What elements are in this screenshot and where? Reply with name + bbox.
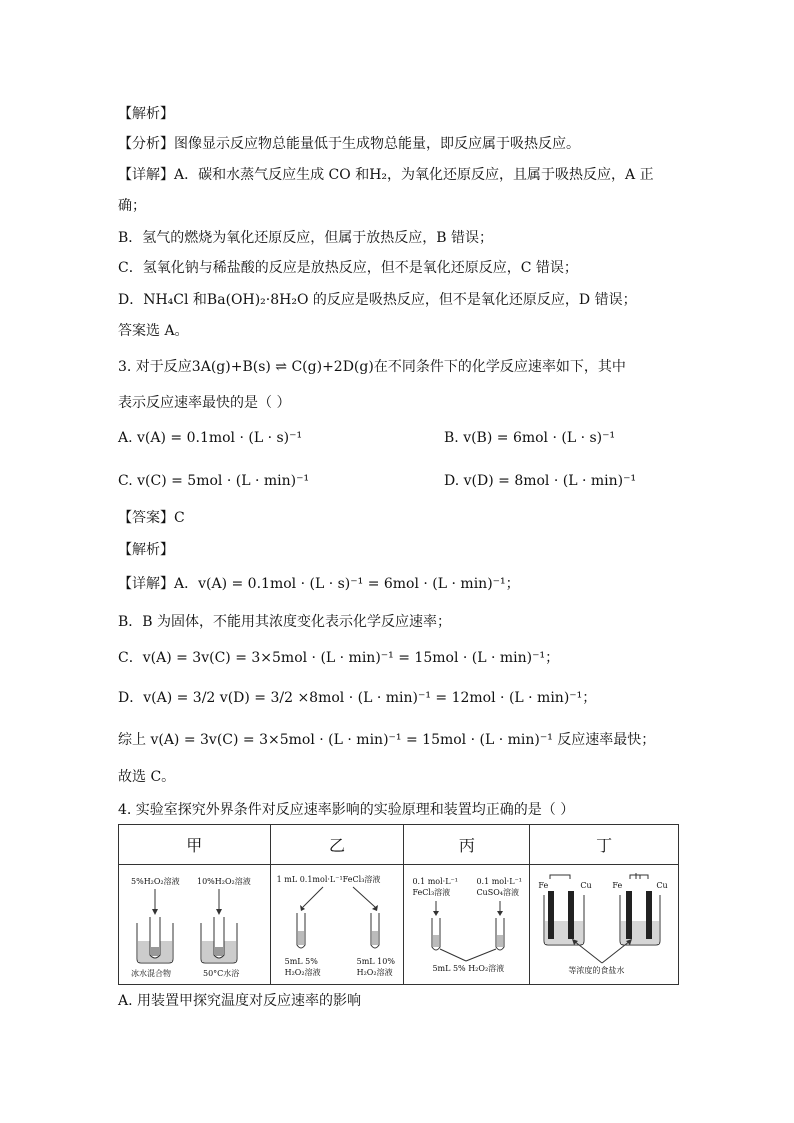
analysis-text: 【分析】图像显示反应物总能量低于生成物总能量，即反应属于吸热反应。	[118, 136, 580, 152]
experiment-table	[118, 824, 679, 985]
ding-salt-water: 等浓度的食盐水	[568, 966, 625, 975]
detail-a-line: 【详解】A．碳和水蒸气反应生成 CO 和H₂，为氧化还原反应，且属于吸热反应，A 正	[118, 167, 654, 183]
detail-d: D．NH₄Cl 和Ba(OH)₂·8H₂O 的反应是吸热反应，但不是氧化还原反应，D 错误；	[118, 292, 637, 308]
ding-cu-right: Cu	[656, 881, 668, 890]
jia-ice-water: 冰水混合物	[131, 969, 171, 978]
header-yi: 乙	[270, 825, 404, 865]
option-d: D. v(D) = 8mol · (L · min)⁻¹	[444, 473, 637, 489]
yi-tube2-solution: H₂O₂溶液	[356, 968, 393, 977]
apparatus-ding	[530, 865, 679, 985]
jia-label-5pct: 5%H₂O₂溶液	[131, 877, 180, 886]
question-4-option-a: A. 用装置甲探究温度对反应速率的影响	[118, 993, 362, 1009]
option-c: C. v(C) = 5mol · (L · min)⁻¹	[118, 473, 310, 489]
header-jia: 甲	[119, 825, 271, 865]
yi-tubes-drawing	[271, 865, 405, 985]
bing-conc-1: 0.1 mol·L⁻¹	[412, 877, 458, 886]
bing-fecl3: FeCl₃溶液	[412, 888, 451, 897]
answer-choice: 答案选 A。	[118, 323, 189, 339]
jia-label-10pct: 10%H₂O₂溶液	[197, 877, 251, 886]
detail-q3-a: 【详解】A．v(A) = 0.1mol · (L · s)⁻¹ = 6mol · (L · min)⁻¹；	[118, 576, 520, 592]
detail-q3-d: D．v(A) = 3/2 v(D) = 3/2 ×8mol · (L · min)⁻¹ = 12mol · (L · min)⁻¹；	[118, 690, 597, 706]
analysis-heading-2: 【解析】	[118, 542, 174, 558]
option-b: B. v(B) = 6mol · (L · s)⁻¹	[444, 430, 616, 446]
option-a: A. v(A) = 0.1mol · (L · s)⁻¹	[118, 430, 303, 446]
apparatus-jia	[119, 865, 271, 985]
question-3-stem: 3. 对于反应3A(g)+B(s) ⇌ C(g)+2D(g)在不同条件下的化学反应速率如下，其中	[118, 359, 626, 375]
header-bing: 丙	[404, 825, 530, 865]
detail-a-continued: 确；	[118, 198, 146, 214]
yi-fecl3-label: 1 mL 0.1mol·L⁻¹FeCl₃溶液	[276, 875, 381, 884]
yi-tube2-amount: 5mL 10%	[356, 957, 395, 966]
bing-conc-2: 0.1 mol·L⁻¹	[476, 877, 522, 886]
detail-c: C．氢氧化钠与稀盐酸的反应是放热反应，但不是氧化还原反应，C 错误；	[118, 260, 578, 276]
section-analysis-heading: 【解析】	[118, 106, 174, 122]
apparatus-bing	[404, 865, 530, 985]
ding-fe-right: Fe	[612, 881, 623, 890]
apparatus-yi	[270, 865, 404, 985]
final-choice: 故选 C。	[118, 769, 176, 785]
detail-q3-b: B．B 为固体，不能用其浓度变化表示化学反应速率；	[118, 614, 452, 630]
bing-cuso4: CuSO₄溶液	[476, 888, 519, 897]
header-ding: 丁	[530, 825, 679, 865]
ding-fe-left: Fe	[538, 881, 549, 890]
detail-q3-c: C．v(A) = 3v(C) = 3×5mol · (L · min)⁻¹ = 15mol · (L · min)⁻¹；	[118, 650, 560, 666]
detail-b: B．氢气的燃烧为氧化还原反应，但属于放热反应，B 错误；	[118, 230, 494, 246]
detail-q3-summary: 综上 v(A) = 3v(C) = 3×5mol · (L · min)⁻¹ = 15mol · (L · min)⁻¹ 反应速率最快；	[118, 732, 656, 748]
bing-h2o2-label: 5mL 5% H₂O₂溶液	[432, 964, 505, 973]
yi-tube1-solution: H₂O₂溶液	[284, 968, 321, 977]
question-3-stem-continued: 表示反应速率最快的是（ ）	[118, 395, 291, 411]
jia-water-bath: 50°C水浴	[203, 969, 240, 978]
ding-cu-left: Cu	[580, 881, 592, 890]
jia-beakers-drawing	[119, 865, 271, 985]
answer-heading: 【答案】C	[118, 510, 185, 526]
yi-tube1-amount: 5mL 5%	[284, 957, 318, 966]
question-4-stem: 4. 实验室探究外界条件对反应速率影响的实验原理和装置均正确的是（ ）	[118, 802, 575, 818]
